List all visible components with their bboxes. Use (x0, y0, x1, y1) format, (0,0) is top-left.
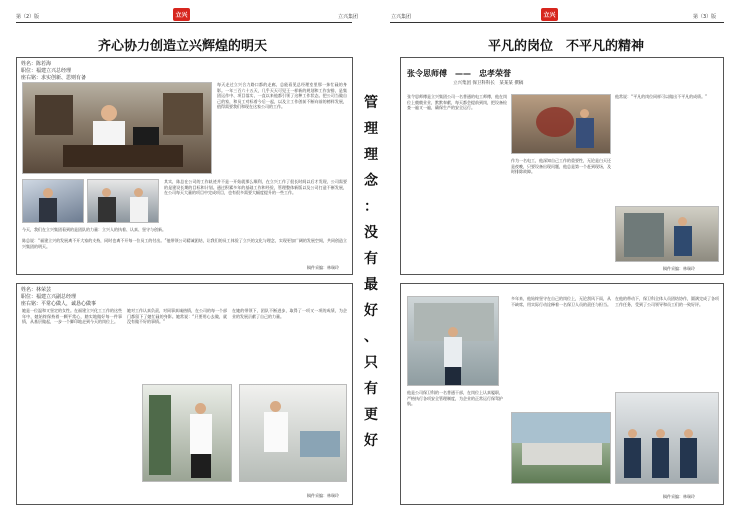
person-suit (98, 197, 116, 223)
uniform (624, 438, 641, 478)
person-head (580, 109, 589, 118)
lab-shelf (149, 395, 171, 475)
person-skirt (191, 454, 211, 478)
office-photo (22, 82, 212, 174)
person-head (102, 188, 111, 197)
uniform (680, 438, 697, 478)
slogan-char: 好 (364, 303, 378, 319)
article-lin-rongyun (16, 283, 353, 505)
section-label-right: 立兴集团 (391, 14, 412, 20)
logo-left: 立兴 (173, 8, 190, 21)
factory-building (522, 443, 602, 465)
bookshelf (35, 95, 73, 135)
left-page-title: 齐心协力创造立兴辉煌的明天 (98, 39, 268, 54)
slogan-char: ： (364, 199, 378, 215)
electric-cabinet (624, 213, 664, 257)
slogan-char: 管 (364, 95, 378, 111)
slogan-char: 最 (364, 277, 378, 293)
lab-equipment (300, 431, 340, 457)
lab-coat (190, 414, 212, 454)
meeting-photo (22, 179, 84, 223)
right-page-title: 平凡的岗位 不平凡的精神 (488, 39, 645, 54)
article-paragraph-1: 每天走过立兴合力路口都的走廊，总能看见总经理室里那一抹忙碌的身影。一年三百六十五天，几乎天天可见王一样新的规划和工作安排，是集团运作中、项目落实，一直以来他都引领了这种工作状态。把公司当做自己的家，和员工对标着今后一起，以及立工作创前不断向前的榜样发展，值得需要我们和现在这家公司的工作。 (217, 82, 347, 110)
article-zhang-lingsi (400, 57, 724, 275)
article-column-1: 他是公司保卫科的一名普通干部，在岗位上认真履职，严格执行各项安全管理制度，为企业的正常运行保驾护航。 (407, 390, 503, 407)
meta-name: 姓名：林荣芸 (21, 287, 52, 293)
slogan-char: 好 (364, 433, 378, 449)
electric-panel-photo (615, 206, 719, 262)
article-column-2: 多年来，他始终坚守在自己的岗位上，无论刮风下雨，从不缺席，用实际行动诠释着一名保卫人员的责任与担当。 (511, 296, 611, 307)
meta-position: 职位：福建立兴副总经理 (21, 294, 77, 300)
article-meta (21, 287, 96, 308)
person-head (101, 105, 117, 121)
meta-name: 姓名：陈若海 (21, 61, 52, 67)
slogan-char: 念 (364, 173, 378, 189)
slogan-char: 理 (364, 147, 378, 163)
person-head (628, 429, 637, 438)
slogan-char: 只 (364, 355, 378, 371)
security-team-photo (615, 392, 719, 484)
meta-position: 职位：福建立兴总经理 (21, 68, 72, 74)
workshop-photo (511, 94, 611, 154)
person-head (270, 401, 281, 412)
article-heading: 张令思师傅 —— 忠孝荣誉 (407, 69, 511, 78)
person-shirt (130, 197, 148, 223)
article-meta (21, 61, 86, 82)
meta-motto: 座右铭：求实创新、思则有备 (21, 75, 87, 81)
worker-uniform (674, 226, 692, 256)
uniform-trousers (445, 367, 461, 385)
person-head (43, 188, 53, 198)
article-paragraph-4: 陈总说：“福建立兴的发展离不开大家的支持，同时也离不开每一位员工的付出。”他带领公司精诚团结，让我们的员工体验了立兴的文化与理念，实现更加广阔的发展空间，共同创造立兴集团的明天。 (22, 238, 347, 249)
lab-work-photo (239, 384, 347, 482)
article-column-2: 她对工作认真负责，对同事真诚热情，在公司的每一个部门都留下了她忙碌的身影。她常说：“只要用心去做，就没有做不好的事情。” (127, 308, 227, 325)
article-column-1: 她是一位温和又坚定的女性。在福建立兴化工工作的这些年中，她始终保持着一颗平常心，踏实地做好每一件事情，从基层做起，一步一个脚印地走到今天的岗位上。 (22, 308, 122, 325)
article-column-3: 在她的带领下，团队不断进步，取得了一项又一项的成绩，为企业的发展贡献了自己的力量。 (232, 308, 347, 319)
article-signature: 稿件采编：林瑞玲 (307, 493, 339, 498)
handshake-photo (87, 179, 159, 223)
article-signature: 稿件采编：林瑞玲 (663, 266, 695, 271)
person-head (656, 429, 665, 438)
person-head (448, 327, 458, 337)
article-column-2: 作为一名电工，他深知自己工作的重要性，无论是白天还是夜晚，只要设备出现问题，他总是第一个赶到现场，及时排除故障。 (511, 158, 611, 175)
slogan-char: 理 (364, 121, 378, 137)
management-philosophy-slogan (360, 90, 382, 454)
bookshelf (163, 93, 203, 135)
page-number-right: 第（3）版 (693, 14, 717, 20)
article-column-3: 他常说：“平凡的岗位同样可以做出不平凡的成绩。” (615, 94, 708, 99)
person-head (684, 429, 693, 438)
sky (512, 413, 611, 443)
article-signature: 稿件采编：林瑞玲 (307, 265, 339, 270)
article-paragraph-2: 其实，陈总在公司的工作轨迹并不是一开始就那么顺利，在立兴工作了很长时间以后才发现，公司需要的是建设长期的目标和计划。通过积累多年的基础工作和经验，管理整体新版以及公司打造不断发展，在公司每天大量的项目中完成项目，也有很多需要大幅度提升的一些工作。 (164, 179, 347, 196)
person-head (678, 217, 687, 226)
meta-motto: 座右铭：平常心做人，诚恳心做事 (21, 301, 97, 307)
slogan-char: 有 (364, 381, 378, 397)
lab-photo (142, 384, 232, 482)
slogan-char: 没 (364, 225, 378, 241)
computer-monitor (133, 127, 159, 145)
article-signature: 稿件采编：林瑞玲 (663, 494, 695, 499)
page-number-left: 第（2）版 (16, 14, 40, 20)
office-desk (63, 145, 183, 167)
uniform-shirt (444, 337, 462, 367)
slogan-char: 、 (364, 329, 378, 345)
equipment (536, 107, 574, 137)
person-head (195, 403, 206, 414)
article-byline: 立兴集团 保卫科科长 某某某 撰稿 (453, 81, 524, 86)
worker-uniform (576, 118, 594, 148)
factory-landscape-photo (511, 412, 611, 484)
header-rule-right (390, 22, 724, 23)
article-chen-ruohai (16, 57, 353, 275)
logo-right: 立兴 (541, 8, 558, 21)
article-security-officer (400, 283, 724, 505)
lab-coat (264, 412, 288, 452)
section-label-left: 立兴集团 (338, 14, 359, 20)
slogan-char: 更 (364, 407, 378, 423)
person-head (134, 188, 143, 197)
article-column-1: 张令思师傅是立兴集团公司一名普通的电工师傅，他在岗位上兢兢业业，默默奉献，每天都会提前到岗，把设备检查一遍又一遍，确保生产的安全运行。 (407, 94, 507, 111)
header-rule-left (16, 22, 352, 23)
person-suit (39, 198, 57, 222)
uniform (652, 438, 669, 478)
slogan-char: 有 (364, 251, 378, 267)
security-officer-photo (407, 296, 499, 386)
article-column-3: 在他的带动下，保卫科全体人员团结协作，圆满完成了各项工作任务，受到了公司领导和员工们的一致好评。 (615, 296, 719, 307)
article-paragraph-3: 今天，我们在立兴集团看到的是团队的力量：立兴人的执着、认真、坚守与创新。 (22, 227, 166, 232)
